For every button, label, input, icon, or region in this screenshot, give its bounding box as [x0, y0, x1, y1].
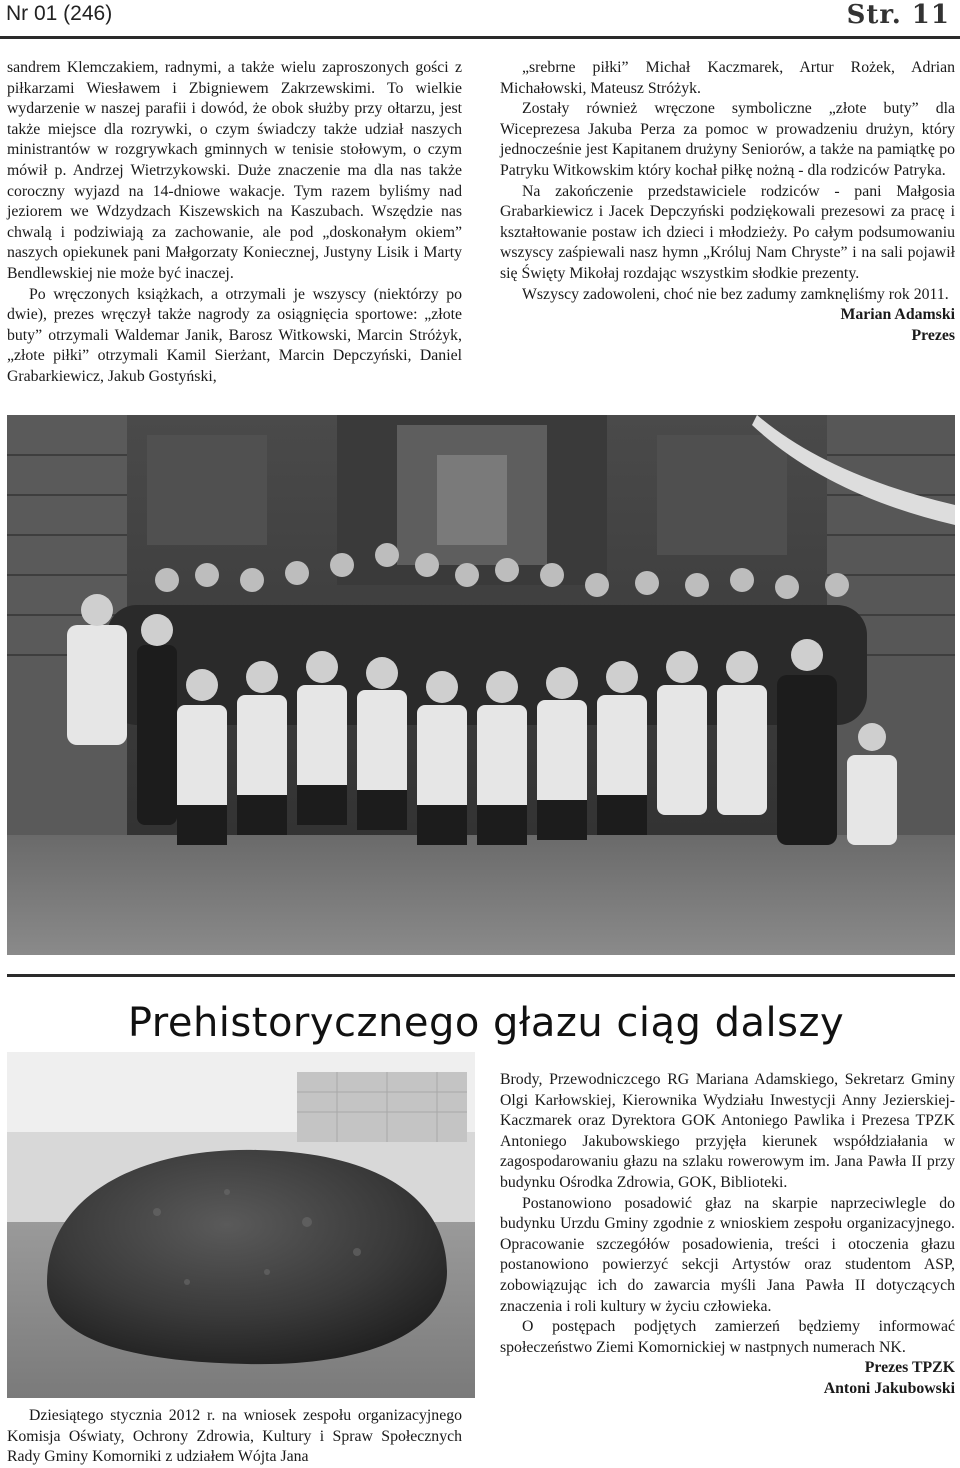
issue-number: Nr 01 (246) [6, 2, 113, 25]
article2-column1 [7, 1406, 462, 1468]
paragraph: Zostały również wręczone symboliczne „złote buty” dla Wiceprezesa Jakuba Perza za pomoc w prowadzeniu drużyn, który jednocześnie jest Kapitanem drużyny Seniorów, a także na pamiątkę po Patryku Witkowskim który kochał piłkę nożną - dla rodziców Patryka. [500, 100, 955, 179]
article2-column2 [500, 1070, 955, 1400]
paragraph: Po wręczonych książkach, a otrzymali je wszyscy (niektórzy po dwie), prezes wręczył także nagrody za osiągnięcia sportowe: „złote buty” otrzymali Waldemar Janik, Barosz Witkowski, Marcin Stróżyk, „złote piłki” otrzymali Kamil Sierżant, Marcin Depczyński, Daniel Grabarkiewicz, Jakub Gostyński, [7, 285, 462, 385]
headline-text: Prehistorycznego głazu ciąg dalszy [127, 1000, 845, 1046]
paragraph: Na zakończenie przedstawiciele rodziców - pani Małgosia Grabarkiewicz i Jacek Depczyński podziękowali prezesowi za pracę i kształtowanie postaw ich dzieci i młodzieży. Po całym podsumowaniu wszyscy zaśpiewali nasz hymn „Króluj Nam Chryste” i na sali pojawił się Święty Mikołaj rozdając wszystkim słodkie prezenty. [500, 182, 955, 282]
paragraph: Brody, Przewodniczcego RG Mariana Adamskiego, Sekretarz Gminy Olgi Karłowskiej, Kierownika Wydziału Inwestycji Anny Jezierskiej-Kaczmarek oraz Dyrektora GOK Antoniego Pawlika i Prezesa TPZK Antoniego Jakubowskiego przyjęła kierunek współdziałania w zagospodarowaniu głazu na szlaku rowerowym im. Jana Pawła II przy budynku Ośrodka Zdrowia, GOK, Biblioteki. [500, 1071, 955, 1191]
article1-column2 [500, 58, 955, 346]
signature-name: Marian Adamski [840, 306, 955, 324]
page-header [0, 0, 960, 38]
signature-title: Prezes [911, 326, 955, 344]
article-headline [0, 1000, 960, 1046]
boulder-photo [7, 1052, 475, 1398]
paragraph: sandrem Klemczakiem, radnymi, a także wielu zaproszonych gości z piłkarzami Wiesławem i Zbigniewem Zakrzewskimi. To wielkie wydarzenie w naszej parafii i dowód, że obok służby przy ołtarzu, jest także miejsce dla rozrywki, o czym świadczy także udział naszych ministrantów w rozgrywkach gminnych w tenisie stołowym, o czym mówił p. Andrzej Wietrzykowski. Duże znaczenie ma dla nas także coroczny wyjazd na 14-dniowe wakacje. Tym razem byliśmy nad jeziorem we Wdzydzach Kiszewskich na Kaszubach. Wszędzie nas chwalą i podziwiają za zachowanie, ale pod „doskonałym okiem” naszych opiekunek pani Małgorzaty Koniecznej, Justyny Lisik i Marty Bendlewskiej nie może być inaczej. [7, 59, 462, 282]
signature-title: Prezes TPZK [864, 1359, 955, 1377]
page-number: Str. 11 [846, 0, 950, 30]
paragraph: Postanowiono posadowić głaz na skarpie naprzeciwlegle do budynku Urzdu Gminy zgodnie z wnioskiem zespołu organizacyjnego. Opracowanie szczegółów posadowienia, treści i otoczenia głazu postanowiono powierzyć sekcji Artystów oraz studentom ASP, zobowiązując ich do zawarcia myśli Jana Pawła II dotyczących znaczenia i roli kultury w życiu człowieka. [500, 1194, 955, 1315]
section-rule [7, 974, 955, 977]
paragraph: Wszyscy zadowoleni, choć nie bez zadumy zamknęliśmy rok 2011. [522, 285, 949, 303]
paragraph: „srebrne piłki” Michał Kaczmarek, Artur Rożek, Adrian Michałowski, Mateusz Stróżyk. [500, 59, 955, 97]
paragraph: Dziesiątego stycznia 2012 r. na wniosek zespołu organizacyjnego Komisja Oświaty, Ochrony Zdrowia, Kultury i Spraw Społecznych Rady Gminy Komorniki z udziałem Wójta Jana [7, 1407, 462, 1466]
header-rule [0, 36, 960, 39]
group-photo [7, 415, 955, 955]
paragraph: O postępach podjętych zamierzeń będziemy informować społeczeństwo Ziemi Komornickiej w nastpnych numerach NK. [500, 1318, 955, 1356]
signature-name: Antoni Jakubowski [823, 1379, 955, 1397]
article1-column1 [7, 58, 462, 388]
